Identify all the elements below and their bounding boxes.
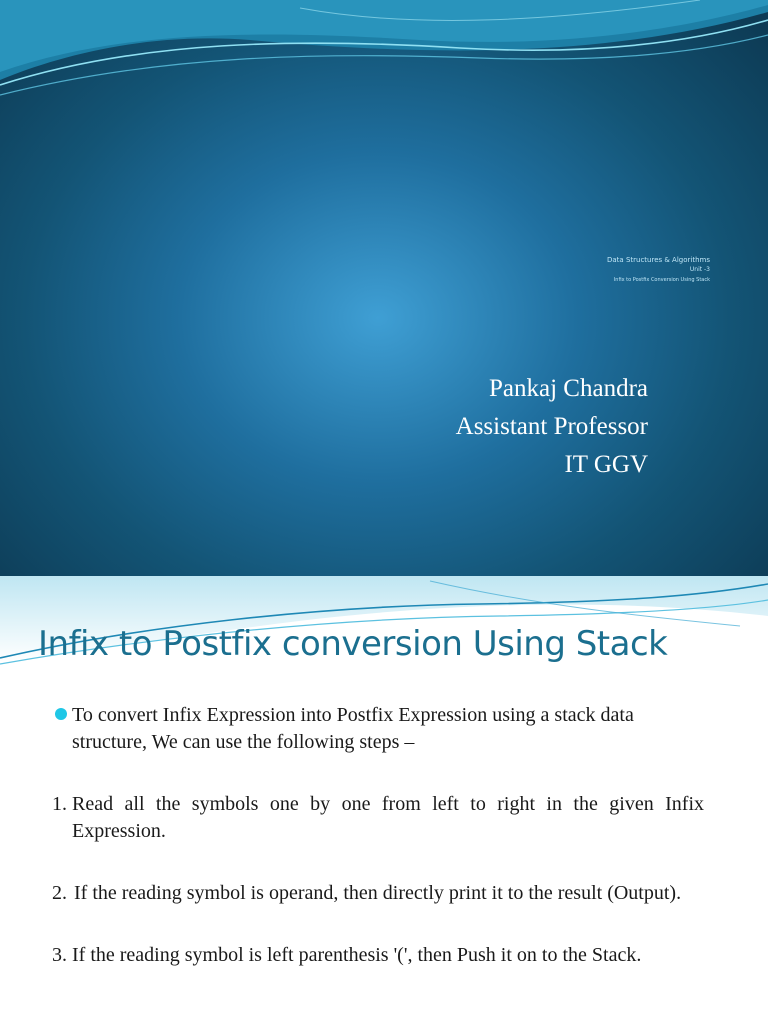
author-block [456,370,648,484]
slide-title: Infix to Postfix conversion Using Stack [38,624,668,664]
course-name: Data Structures & Algorithms [607,256,710,264]
step-number: 2. [52,882,67,904]
content-slide [0,576,768,1024]
header-wave-decoration [0,0,768,110]
subtitle-block [607,255,710,285]
intro-text: To convert Infix Expression into Postfix Expression using a stack data structure, We can use the following steps – [72,704,634,753]
bullet-icon [55,708,67,720]
list-item [52,702,704,756]
author-name: Pankaj Chandra [489,375,648,402]
author-affiliation: IT GGV [564,451,648,478]
topic-label: Infix to Postfix Conversion Using Stack [613,277,710,283]
list-item [52,880,704,907]
step-text: If the reading symbol is left parenthesis '(', then Push it on to the Stack. [72,944,642,966]
author-title: Assistant Professor [455,413,648,440]
step-number: 3. [52,944,67,966]
list-item [52,942,704,969]
step-text: If the reading symbol is operand, then directly print it to the result (Output). [74,882,682,904]
step-number: 1. [52,793,67,815]
step-text: Read all the symbols one by one from left to right in the given Infix Expression. [72,793,704,842]
slide-body [52,702,704,969]
unit-label: Unit -3 [689,266,710,273]
list-item [52,791,704,845]
